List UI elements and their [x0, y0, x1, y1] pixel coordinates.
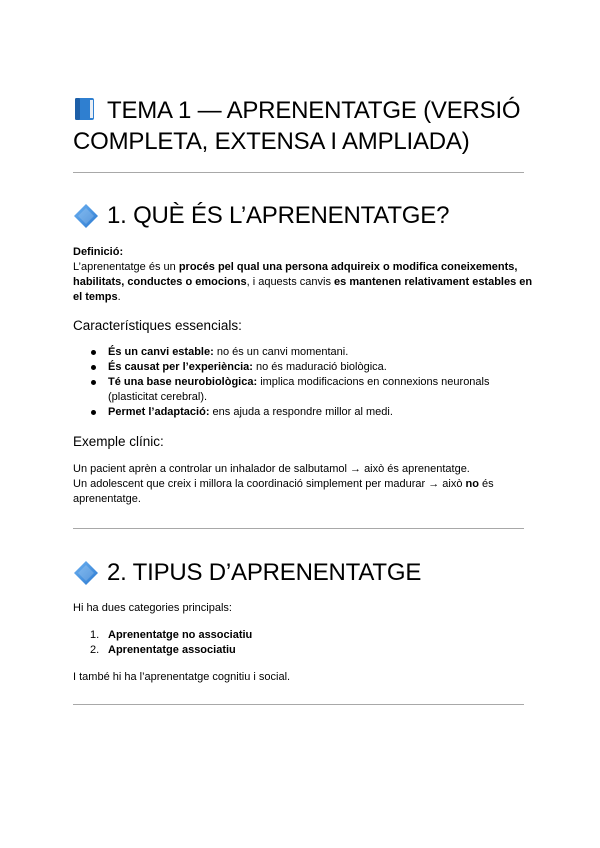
- item-bold: És causat per l’experiència:: [108, 361, 253, 373]
- item-text: implica modificacions en connexions neuronals (plasticitat cerebral).: [108, 376, 490, 403]
- example-bold: no: [465, 478, 479, 490]
- definition-bold-1: procés pel qual una persona adquireix o modifica coneixements, habilitats, conductes o emocions: [73, 261, 518, 288]
- example-line-2: [73, 477, 533, 507]
- definition-text-2: , i aquests canvis: [246, 276, 335, 288]
- example-text-1: Un adolescent que creix i millora la coordinació simplement per madurar → això: [73, 478, 466, 490]
- item-text: no és un canvi momentani.: [213, 346, 349, 358]
- types-list: [73, 628, 533, 658]
- item-number: 1.: [90, 629, 100, 641]
- divider: [73, 704, 524, 705]
- example-heading: Exemple clínic:: [73, 434, 164, 449]
- section-1-heading: [73, 201, 449, 231]
- example-block: [73, 462, 533, 507]
- section-2-heading: [73, 558, 421, 588]
- definition-text-1: L’aprenentatge és un: [73, 261, 179, 273]
- list-item: [73, 360, 533, 375]
- list-item: [73, 345, 533, 360]
- item-text: ens ajuda a respondre millor al medi.: [209, 406, 393, 418]
- definition-paragraph: [73, 260, 533, 305]
- list-item: [73, 643, 533, 658]
- item-number: 2.: [90, 644, 100, 656]
- section-2-heading-text: 2. TIPUS D’APRENENTATGE: [107, 559, 422, 586]
- bullet-icon: [91, 410, 96, 415]
- page-title: [73, 95, 543, 157]
- bullet-icon: [91, 380, 96, 385]
- list-item: [73, 628, 533, 643]
- definition-block: [73, 245, 533, 305]
- blue-diamond-icon: [73, 203, 99, 229]
- example-line-1: Un pacient aprèn a controlar un inhalador de salbutamol → això és aprenentatge.: [73, 463, 470, 475]
- example-text-2: és aprenentatge.: [73, 478, 494, 505]
- definition-text-3: .: [117, 291, 121, 303]
- item-bold: Té una base neurobiològica:: [108, 376, 258, 388]
- characteristics-heading: Característiques essencials:: [73, 318, 242, 333]
- item-bold: Aprenentatge no associatiu: [108, 629, 253, 641]
- divider: [73, 528, 524, 529]
- blue-book-icon: [73, 97, 97, 121]
- types-note: I també hi ha l’aprenentatge cognitiu i social.: [73, 671, 291, 683]
- blue-diamond-icon: [73, 560, 99, 586]
- types-intro: Hi ha dues categories principals:: [73, 602, 232, 614]
- bullet-icon: [91, 365, 96, 370]
- page-title-text: TEMA 1 — APRENENTATGE (VERSIÓ COMPLETA, EXTENSA I AMPLIADA): [73, 97, 521, 155]
- list-item: [73, 375, 533, 405]
- definition-bold-2: es mantenen relativament estables en el temps: [73, 276, 533, 303]
- item-bold: Permet l’adaptació:: [108, 406, 210, 418]
- section-1-heading-text: 1. QUÈ ÉS L’APRENENTATGE?: [107, 202, 450, 229]
- item-text: no és maduració biològica.: [252, 361, 387, 373]
- list-item: [73, 405, 533, 420]
- definition-label: Definició:: [73, 246, 124, 258]
- item-bold: És un canvi estable:: [108, 346, 214, 358]
- characteristics-list: [73, 345, 533, 420]
- item-bold: Aprenentatge associatiu: [108, 644, 236, 656]
- bullet-icon: [91, 350, 96, 355]
- divider: [73, 172, 524, 173]
